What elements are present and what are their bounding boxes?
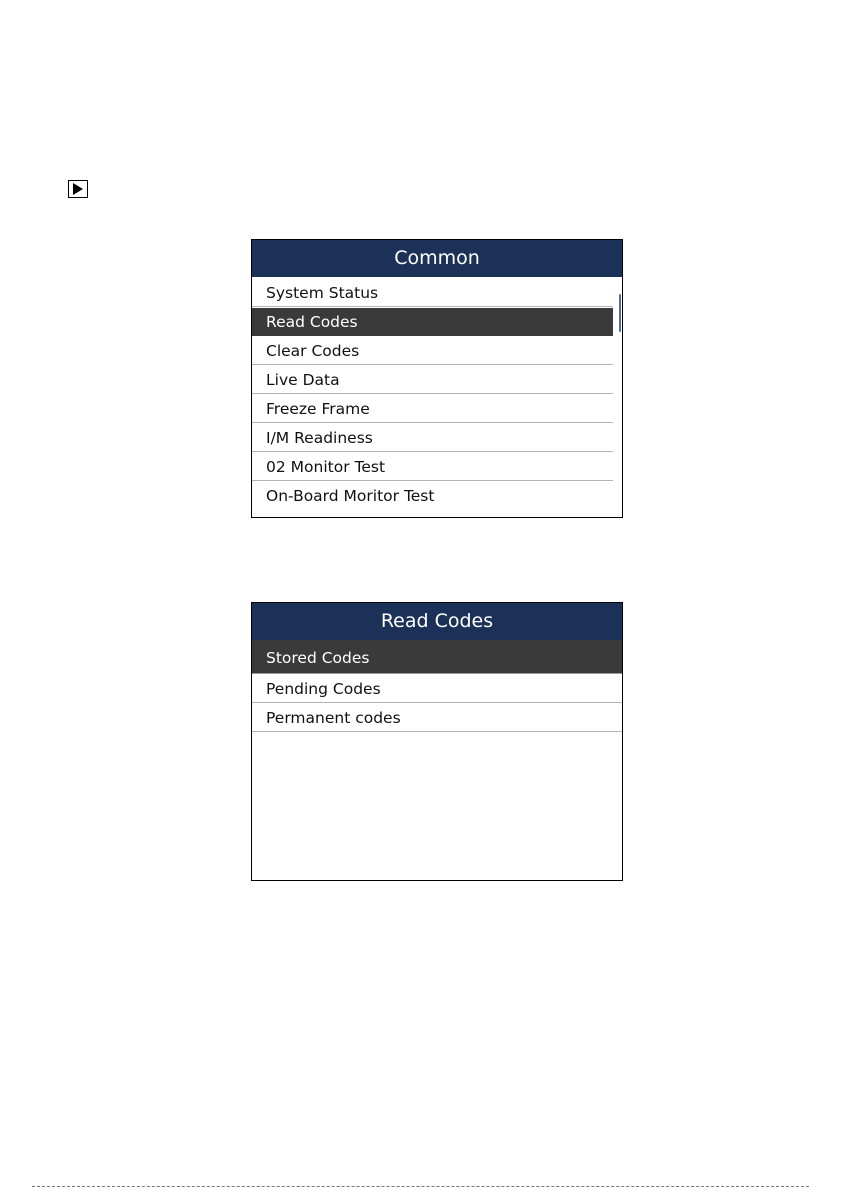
menu-item-im-readiness[interactable]: I/M Readiness — [252, 424, 613, 452]
menu-item-o2-monitor-test[interactable]: 02 Monitor Test — [252, 453, 613, 481]
common-menu-list — [252, 277, 622, 510]
read-codes-screen-title: Read Codes — [252, 603, 622, 640]
menu-item-read-codes[interactable]: Read Codes — [252, 308, 613, 336]
read-codes-menu-list — [252, 640, 622, 732]
play-triangle-icon — [68, 180, 88, 198]
menu-scrollbar[interactable] — [619, 294, 621, 332]
menu-item-stored-codes[interactable]: Stored Codes — [252, 640, 622, 674]
menu-item-system-status[interactable]: System Status — [252, 279, 613, 307]
menu-item-permanent-codes[interactable]: Permanent codes — [252, 703, 622, 732]
menu-item-live-data[interactable]: Live Data — [252, 366, 613, 394]
page-footer-divider — [32, 1186, 809, 1187]
read-codes-screen — [251, 602, 623, 881]
menu-item-pending-codes[interactable]: Pending Codes — [252, 674, 622, 703]
common-menu-screen — [251, 239, 623, 518]
menu-item-freeze-frame[interactable]: Freeze Frame — [252, 395, 613, 423]
menu-item-clear-codes[interactable]: Clear Codes — [252, 337, 613, 365]
common-screen-title: Common — [252, 240, 622, 277]
menu-item-on-board-monitor-test[interactable]: On-Board Moritor Test — [266, 487, 435, 505]
